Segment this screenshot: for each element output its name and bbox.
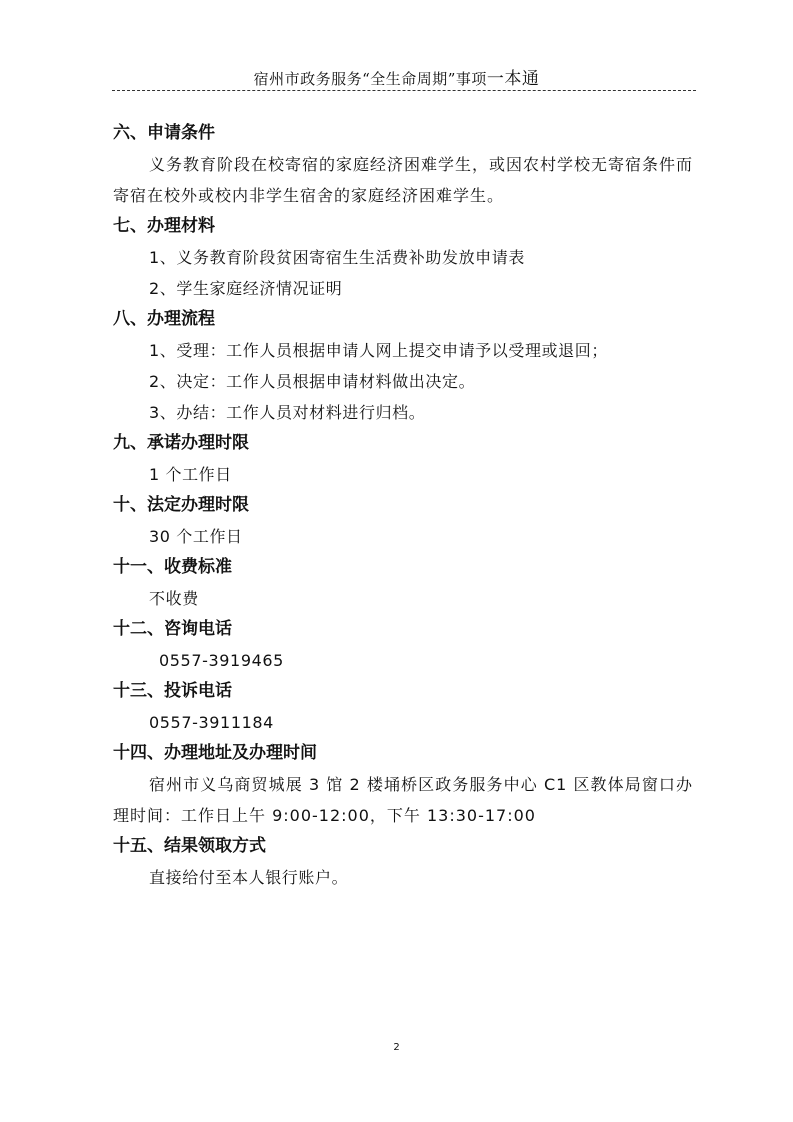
header-title-tail: 一本通 — [486, 69, 540, 89]
section-title-address-and-hours: 十四、办理地址及办理时间 — [113, 743, 317, 763]
section-title-complaint-phone: 十三、投诉电话 — [113, 681, 232, 701]
section-title-materials: 七、办理材料 — [113, 216, 215, 236]
promised-time-limit-value: 1 个工作日 — [149, 465, 232, 484]
fee-standard-value: 不收费 — [149, 589, 199, 608]
material-item: 2、学生家庭经济情况证明 — [149, 279, 343, 298]
section-title-result-collection: 十五、结果领取方式 — [113, 836, 266, 856]
result-collection-value: 直接给付至本人银行账户。 — [149, 868, 349, 887]
address-and-hours-text: 宿州市义乌商贸城展 3 馆 2 楼埇桥区政务服务中心 C1 区教体局窗口办理时间：工作日上午 9:00-12:00，下午 13:30-17:00 — [113, 775, 693, 825]
section-title-fee-standard: 十一、收费标准 — [113, 557, 232, 577]
header-divider — [112, 90, 696, 91]
document-body — [113, 118, 693, 893]
section-title-legal-time-limit: 十、法定办理时限 — [113, 495, 249, 515]
section-title-promised-time-limit: 九、承诺办理时限 — [113, 433, 249, 453]
material-item: 1、义务教育阶段贫困寄宿生生活费补助发放申请表 — [149, 248, 525, 267]
header-title-main: 宿州市政务服务“全生命周期”事项 — [253, 70, 487, 88]
consultation-phone-value: 0557-3919465 — [159, 651, 284, 670]
complaint-phone-value: 0557-3911184 — [149, 713, 274, 732]
section-title-process: 八、办理流程 — [113, 309, 215, 329]
legal-time-limit-value: 30 个工作日 — [149, 527, 243, 546]
process-step: 2、决定：工作人员根据申请材料做出决定。 — [149, 372, 476, 391]
process-step: 3、办结：工作人员对材料进行归档。 — [149, 403, 426, 422]
page-number: 2 — [393, 1042, 400, 1053]
process-step: 1、受理：工作人员根据申请人网上提交申请予以受理或退回； — [149, 341, 608, 360]
section-title-consultation-phone: 十二、咨询电话 — [113, 619, 232, 639]
page-header — [0, 64, 793, 89]
section-title-application-conditions: 六、申请条件 — [113, 123, 215, 143]
application-conditions-text: 义务教育阶段在校寄宿的家庭经济困难学生，或因农村学校无寄宿条件而寄宿在校外或校内非学生宿舍的家庭经济困难学生。 — [113, 155, 694, 205]
